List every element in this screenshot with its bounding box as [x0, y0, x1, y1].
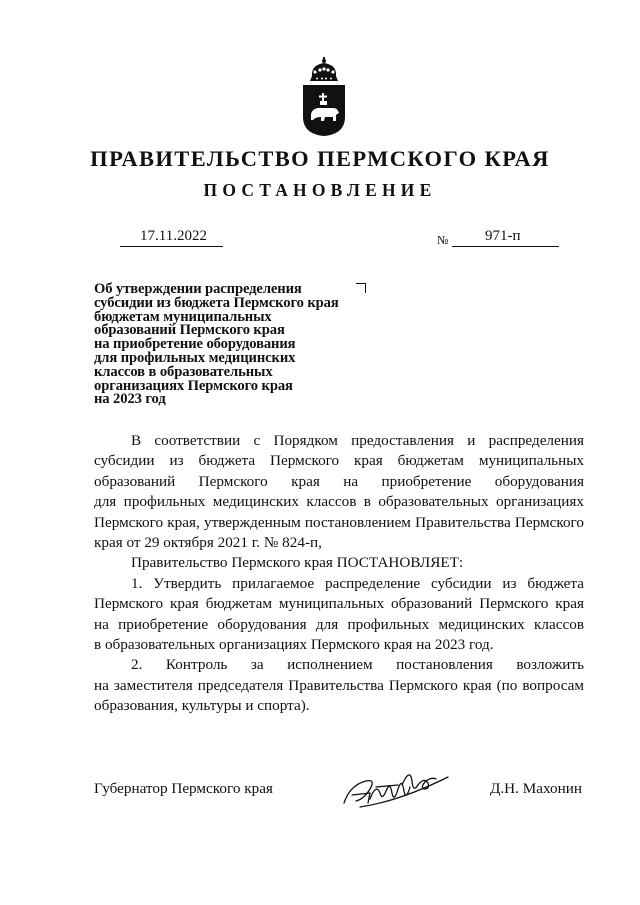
item-2-line: на заместителя председателя Правительства Пермского края (по вопросам	[94, 676, 584, 694]
subject-line: для профильных медицинских	[94, 349, 296, 366]
document-type: ПОСТАНОВЛЕНИЕ	[203, 180, 437, 200]
signatory-name: Д.Н. Махонин	[490, 780, 582, 797]
preamble-line: для профильных медицинских классов в образовательных организациях	[94, 493, 584, 511]
preamble-line: образований Пермского края на приобретение оборудования	[94, 472, 584, 490]
item-1-line: на приобретение оборудования для профильных медицинских классов	[94, 615, 584, 633]
subject-line: на приобретение оборудования	[94, 336, 296, 353]
subject-corner-mark	[356, 283, 366, 293]
resolves-statement: Правительство Пермского края ПОСТАНОВЛЯЕТ:	[131, 554, 464, 572]
item-2-line: образования, культуры и спорта).	[94, 697, 310, 715]
document-body	[94, 431, 584, 717]
document-date: 17.11.2022	[120, 228, 223, 247]
signatory-role: Губернатор Пермского края	[94, 780, 273, 797]
preamble-line: субсидии из бюджета Пермского края бюджетам муниципальных	[94, 452, 584, 470]
document-subject	[94, 283, 384, 407]
item-1-line: в образовательных организациях Пермского края на 2023 год.	[94, 636, 494, 654]
preamble-line: Пермского края, утвержденным постановлением Правительства Пермского	[94, 513, 584, 531]
item-1-line: Пермского края бюджетам муниципальных образований Пермского края	[94, 595, 584, 613]
perm-krai-coat-of-arms-icon	[300, 57, 348, 137]
item-1-line: 1. Утвердить прилагаемое распределение субсидии из бюджета	[131, 574, 584, 592]
handwritten-signature	[340, 763, 452, 811]
number-label: №	[437, 233, 449, 247]
item-2-line: 2. Контроль за исполнением постановления возложить	[131, 656, 584, 674]
preamble-line: края от 29 октября 2021 г. № 824-п,	[94, 534, 322, 552]
subject-line: на 2023 год	[94, 391, 166, 408]
preamble-line: В соответствии с Порядком предоставления и распределения	[131, 432, 584, 449]
subject-line: организациях Пермского края	[94, 377, 293, 394]
subject-line: субсидии из бюджета Пермского края	[94, 294, 339, 311]
government-title: ПРАВИТЕЛЬСТВО ПЕРМСКОГО КРАЯ	[90, 146, 550, 171]
subject-line: бюджетам муниципальных	[94, 308, 272, 325]
subject-line: Об утверждении распределения	[94, 281, 302, 297]
subject-line: образований Пермского края	[94, 322, 285, 339]
subject-line: классов в образовательных	[94, 363, 273, 380]
document-number: 971-п	[452, 228, 559, 247]
